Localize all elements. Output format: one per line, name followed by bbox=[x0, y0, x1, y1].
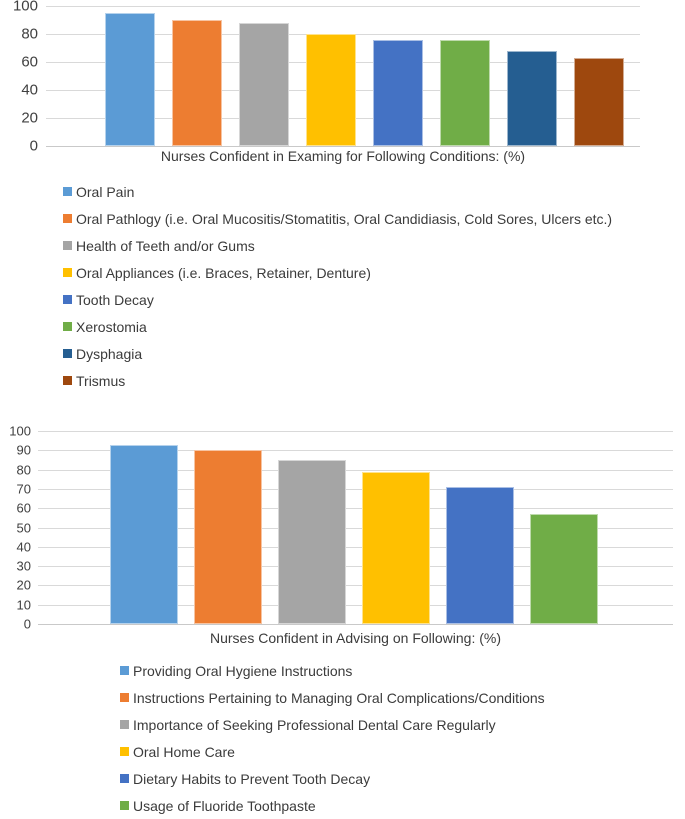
legend-color-swatch bbox=[63, 376, 72, 385]
legend-color-swatch bbox=[63, 241, 72, 250]
legend-item bbox=[120, 792, 545, 819]
legend-item bbox=[63, 259, 612, 286]
plot-area bbox=[46, 6, 640, 147]
bar bbox=[110, 445, 178, 624]
legend-color-swatch bbox=[120, 774, 129, 783]
legend-color-swatch bbox=[63, 349, 72, 358]
legend-color-swatch bbox=[63, 322, 72, 331]
y-tick-label: 40 bbox=[16, 539, 31, 555]
bar-series bbox=[110, 431, 598, 624]
y-axis bbox=[0, 423, 31, 632]
legend-item bbox=[63, 313, 612, 340]
y-tick-label: 10 bbox=[16, 597, 31, 613]
bar bbox=[172, 20, 222, 146]
legend-color-swatch bbox=[63, 295, 72, 304]
y-tick-label: 50 bbox=[16, 520, 31, 535]
bar bbox=[239, 23, 289, 146]
bar bbox=[440, 40, 490, 146]
bar bbox=[446, 487, 514, 624]
y-tick-label: 20 bbox=[21, 109, 38, 127]
bar bbox=[530, 514, 598, 624]
y-tick-label: 0 bbox=[23, 616, 31, 632]
legend-item bbox=[63, 205, 612, 232]
legend-label: Health of Teeth and/or Gums bbox=[76, 237, 255, 254]
y-tick-label: 0 bbox=[29, 137, 38, 155]
y-tick-label: 80 bbox=[16, 462, 31, 478]
y-tick-label: 100 bbox=[12, 0, 38, 15]
legend-label: Dietary Habits to Prevent Tooth Decay bbox=[133, 770, 371, 787]
y-tick-label: 40 bbox=[21, 81, 38, 99]
y-tick-label: 30 bbox=[16, 558, 31, 574]
legend-label: Importance of Seeking Professional Dental Care Regularly bbox=[133, 716, 496, 733]
legend-label: Oral Pain bbox=[76, 183, 135, 200]
y-tick-label: 80 bbox=[21, 25, 38, 43]
legend-label: Trismus bbox=[76, 372, 126, 389]
confidence-examining-chart bbox=[0, 0, 685, 400]
plot-area bbox=[38, 431, 673, 625]
legend-item bbox=[63, 178, 612, 205]
legend-color-swatch bbox=[120, 747, 129, 756]
legend-item bbox=[120, 765, 545, 792]
bar bbox=[306, 34, 356, 146]
legend-item bbox=[63, 340, 612, 367]
legend-item bbox=[120, 657, 545, 684]
bar bbox=[194, 450, 262, 624]
chart-legend bbox=[120, 657, 545, 819]
y-axis bbox=[0, 0, 38, 155]
chart-title: Nurses Confident in Advising on Following: (%) bbox=[209, 630, 502, 646]
legend-item bbox=[63, 286, 612, 313]
legend-item bbox=[120, 738, 545, 765]
legend-label: Oral Home Care bbox=[133, 743, 235, 760]
legend-item bbox=[63, 232, 612, 259]
y-tick-label: 70 bbox=[16, 481, 31, 497]
legend-label: Providing Oral Hygiene Instructions bbox=[133, 662, 353, 679]
legend-color-swatch bbox=[63, 268, 72, 277]
bar-series bbox=[105, 6, 624, 146]
bar bbox=[278, 460, 346, 624]
bar bbox=[362, 472, 430, 624]
chart-legend bbox=[63, 178, 612, 394]
legend-label: Oral Appliances (i.e. Braces, Retainer, Denture) bbox=[76, 264, 371, 281]
legend-item bbox=[63, 367, 612, 394]
legend-color-swatch bbox=[63, 214, 72, 223]
chart-title: Nurses Confident in Examing for Following Conditions: (%) bbox=[160, 148, 526, 164]
bar bbox=[574, 58, 624, 146]
legend-color-swatch bbox=[120, 693, 129, 702]
legend-label: Usage of Fluoride Toothpaste bbox=[133, 797, 316, 814]
legend-color-swatch bbox=[120, 801, 129, 810]
y-tick-label: 60 bbox=[21, 53, 38, 71]
legend-label: Instructions Pertaining to Managing Oral Complications/Conditions bbox=[133, 689, 545, 706]
legend-label: Xerostomia bbox=[76, 318, 147, 335]
legend-label: Oral Pathlogy (i.e. Oral Mucositis/Stomatitis, Oral Candidiasis, Cold Sores, Ulcers etc.) bbox=[76, 210, 613, 227]
legend-label: Tooth Decay bbox=[76, 291, 154, 308]
bar bbox=[105, 13, 155, 146]
legend-item bbox=[120, 684, 545, 711]
legend-label: Dysphagia bbox=[76, 345, 143, 362]
bar bbox=[507, 51, 557, 146]
legend-color-swatch bbox=[120, 666, 129, 675]
legend-color-swatch bbox=[63, 187, 72, 196]
legend-item bbox=[120, 711, 545, 738]
y-tick-label: 60 bbox=[16, 500, 31, 516]
confidence-advising-chart bbox=[0, 423, 685, 814]
y-tick-label: 20 bbox=[16, 577, 31, 593]
y-tick-label: 100 bbox=[9, 423, 31, 439]
y-tick-label: 90 bbox=[16, 442, 31, 458]
legend-color-swatch bbox=[120, 720, 129, 729]
bar bbox=[373, 40, 423, 146]
